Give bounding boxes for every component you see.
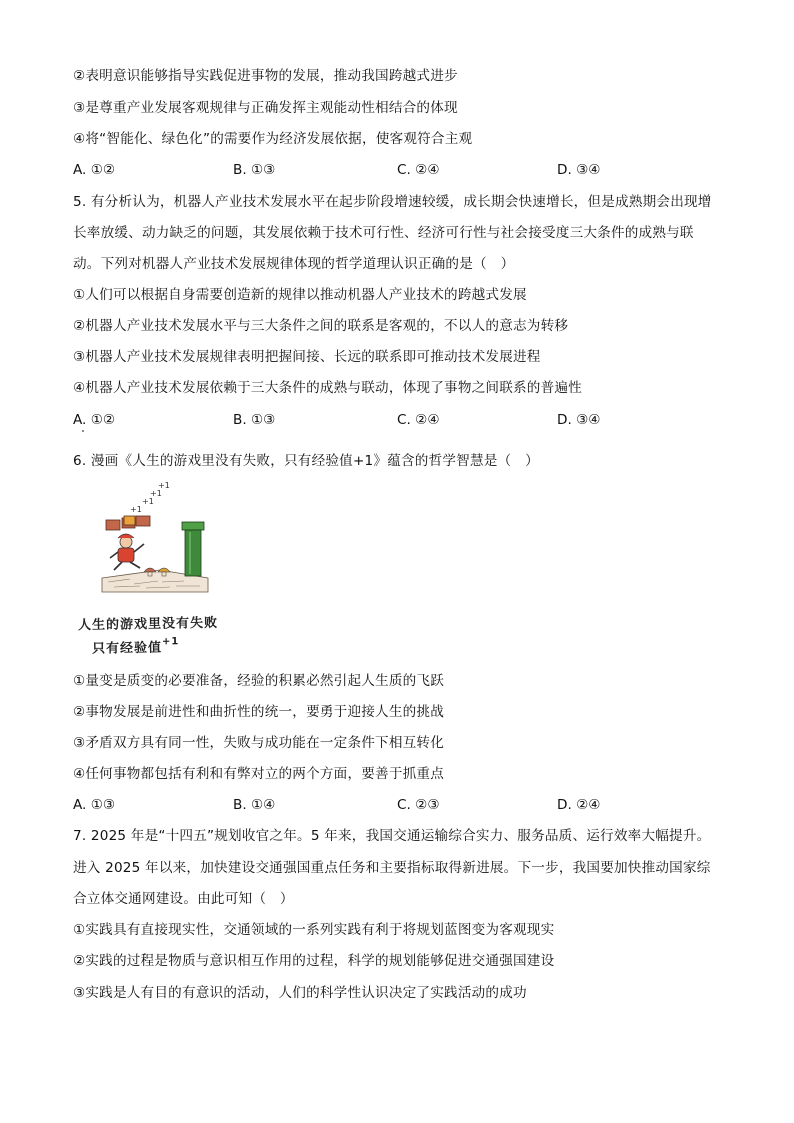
q7-stem-line-2: 进入 2025 年以来，加快建设交通强国重点任务和主要指标取得新进展。下一步，我国要加快推动国家综 bbox=[73, 860, 711, 876]
q7-statement-2: ②实践的过程是物质与意识相互作用的过程，科学的规划能够促进交通强国建设 bbox=[73, 953, 555, 969]
q7-statement-1: ①实践具有直接现实性，交通领域的一系列实践有利于将规划蓝图变为客观现实 bbox=[73, 922, 555, 938]
q5-statement-2: ②机器人产业技术发展水平与三大条件之间的联系是客观的，不以人的意志为转移 bbox=[73, 318, 569, 334]
comic-caption-plus-one: +1 bbox=[161, 636, 180, 648]
q5-option-a: A. ①② bbox=[73, 412, 116, 428]
q6-statement-2: ②事物发展是前进性和曲折性的统一，要勇于迎接人生的挑战 bbox=[73, 704, 445, 720]
exp-plus-one-4: +1 bbox=[158, 481, 170, 490]
q6-stem: 6. 漫画《人生的游戏里没有失败，只有经验值+1》蕴含的哲学智慧是（ ） bbox=[73, 453, 539, 469]
q7-stem-line-3: 合立体交通网建设。由此可知（ ） bbox=[73, 891, 294, 907]
q5-option-d: D. ③④ bbox=[557, 412, 601, 428]
q6-option-c: C. ②③ bbox=[397, 797, 440, 813]
q6-option-d: D. ②④ bbox=[557, 797, 601, 813]
exp-plus-one-3: +1 bbox=[150, 489, 162, 498]
q5-statement-4: ④机器人产业技术发展依赖于三大条件的成熟与联动，体现了事物之间联系的普遍性 bbox=[73, 380, 582, 396]
q6-option-b: B. ①④ bbox=[233, 797, 276, 813]
q7-statement-3: ③实践是人有目的有意识的活动，人们的科学性认识决定了实践活动的成功 bbox=[73, 985, 527, 1001]
q7-stem-line-1: 7. 2025 年是“十四五”规划收官之年。5 年来，我国交通运输综合实力、服务品质、运行效率大幅提升。 bbox=[73, 828, 711, 844]
jumping-character bbox=[110, 534, 144, 570]
q4-option-c: C. ②④ bbox=[397, 162, 440, 178]
q6-option-a: A. ①③ bbox=[73, 797, 116, 813]
q4-option-d: D. ③④ bbox=[557, 162, 601, 178]
exp-plus-one-1: +1 bbox=[130, 505, 142, 514]
q5-statement-1: ①人们可以根据自身需要创造新的规律以推动机器人产业技术的跨越式发展 bbox=[73, 287, 527, 303]
q5-option-b: B. ①③ bbox=[233, 412, 276, 428]
q6-statement-4: ④任何事物都包括有利和有弊对立的两个方面，要善于抓重点 bbox=[73, 766, 445, 782]
q5-stem-line-3: 动。下列对机器人产业技术发展规律体现的哲学道理认识正确的是（ ） bbox=[73, 256, 515, 272]
q5-option-c: C. ②④ bbox=[397, 412, 440, 428]
q5-stem-line-1: 5. 有分析认为，机器人产业技术发展水平在起步阶段增速较缓，成长期会快速增长，但是成熟期会出现增 bbox=[73, 194, 712, 210]
q6-statement-1: ①量变是质变的必要准备，经验的积累必然引起人生质的飞跃 bbox=[73, 673, 445, 689]
comic-caption-line-1: 人生的游戏里没有失败 bbox=[77, 615, 219, 634]
q6-statement-3: ③矛盾双方具有同一性，失败与成功能在一定条件下相互转化 bbox=[73, 735, 445, 751]
green-pipe bbox=[182, 522, 204, 576]
exp-plus-one-2: +1 bbox=[142, 497, 154, 506]
floating-bricks bbox=[106, 516, 150, 530]
comic-illustration bbox=[100, 478, 210, 596]
q4-statement-3: ③是尊重产业发展客观规律与正确发挥主观能动性相结合的体现 bbox=[73, 100, 458, 116]
comic-caption-line-2: 只有经验值$^{+1}$ bbox=[91, 636, 180, 657]
q4-option-a: A. ①② bbox=[73, 162, 116, 178]
q4-statement-2: ②表明意识能够指导实践促进事物的发展，推动我国跨越式进步 bbox=[73, 68, 458, 84]
q5-stem-line-2: 长率放缓、动力缺乏的问题，其发展依赖于技术可行性、经济可行性与社会接受度三大条件的成熟与联 bbox=[73, 225, 694, 241]
q5-statement-3: ③机器人产业技术发展规律表明把握间接、长远的联系即可推动技术发展进程 bbox=[73, 349, 541, 365]
stray-mark bbox=[82, 430, 84, 432]
q4-option-b: B. ①③ bbox=[233, 162, 276, 178]
q4-statement-4: ④将“智能化、绿色化”的需要作为经济发展依据，使客观符合主观 bbox=[73, 131, 473, 147]
